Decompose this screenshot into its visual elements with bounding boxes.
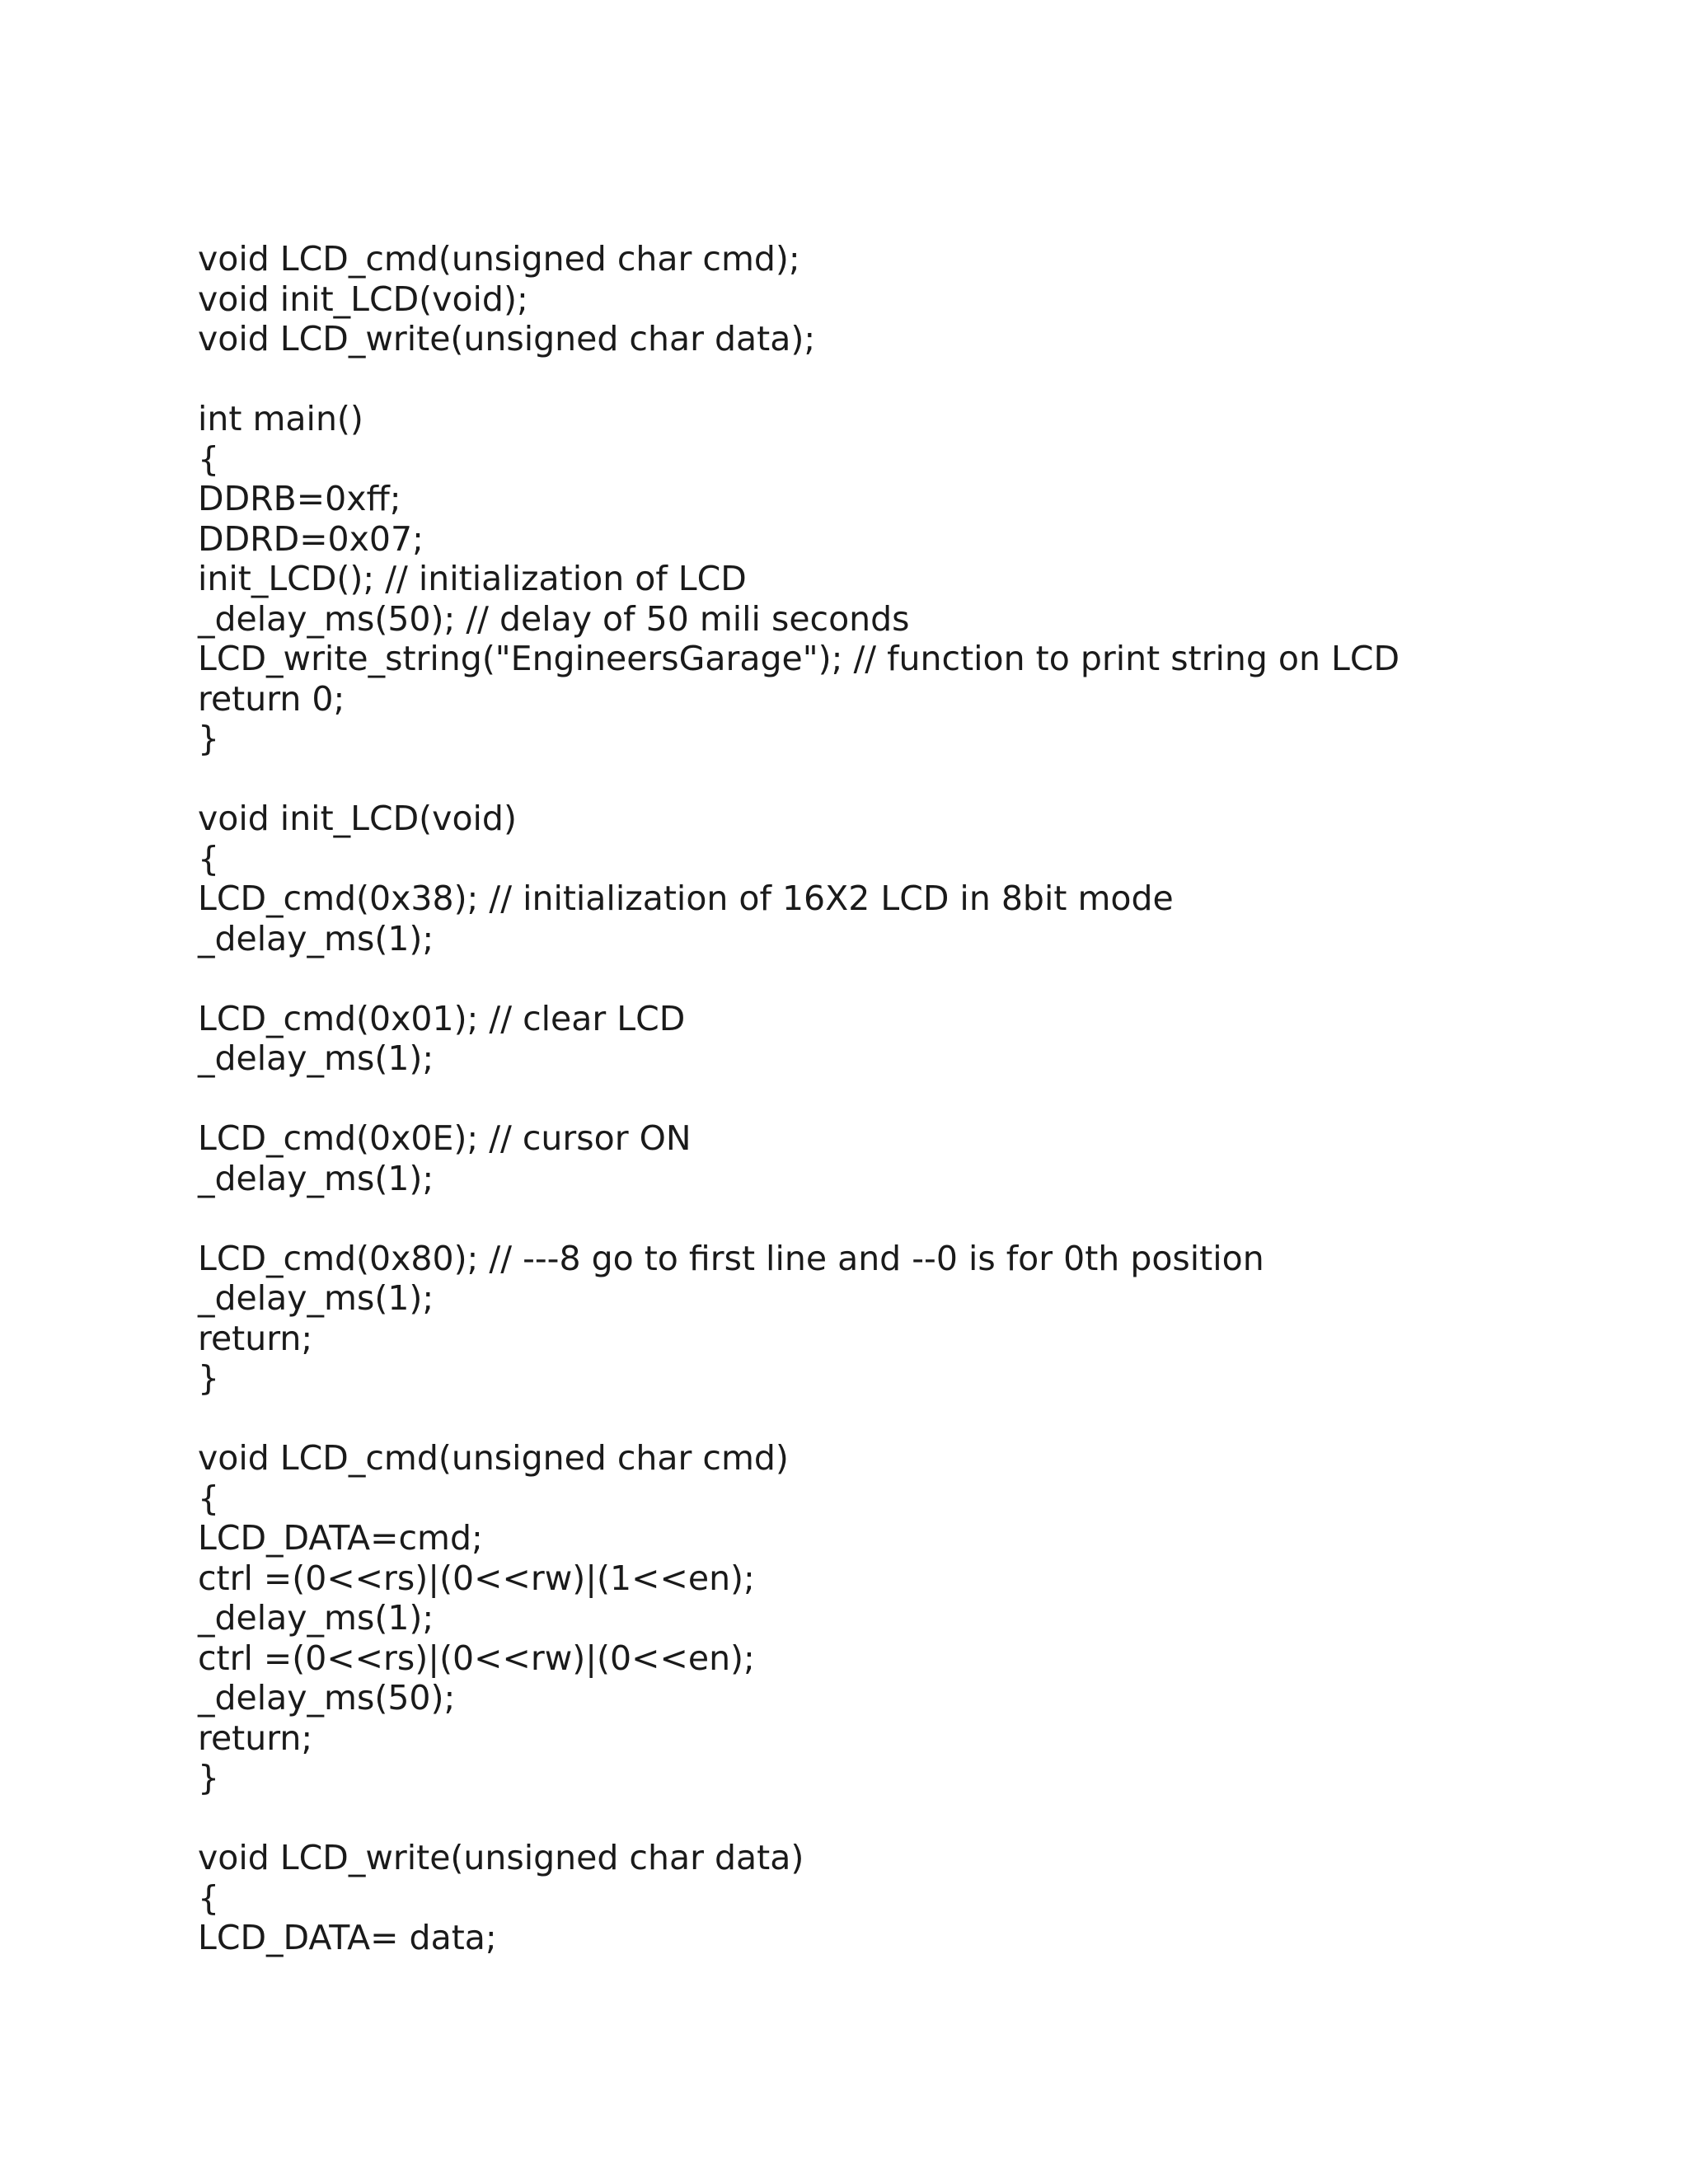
code-line: return; (198, 1718, 313, 1758)
blank-line (198, 759, 1599, 799)
code-line: void LCD_cmd(unsigned char cmd) (198, 1438, 789, 1478)
code-line: LCD_cmd(0x80); // ---8 go to first line and --0 is for 0th position (198, 1238, 1264, 1278)
code-line: LCD_DATA=cmd; (198, 1518, 483, 1558)
code-listing (198, 239, 1599, 1958)
code-line: _delay_ms(1); (198, 1158, 434, 1198)
code-line: { (198, 838, 220, 879)
code-line: } (198, 719, 220, 758)
code-line: _delay_ms(1); (198, 1038, 434, 1078)
code-line: LCD_cmd(0x38); // initialization of 16X2 LCD in 8bit mode (198, 879, 1174, 918)
code-line: } (198, 1358, 220, 1398)
blank-line (198, 1798, 1599, 1839)
code-line: } (198, 1758, 220, 1797)
code-line: ctrl =(0<<rs)|(0<<rw)|(0<<en); (198, 1638, 755, 1678)
blank-line (198, 958, 1599, 999)
code-line: _delay_ms(1); (198, 1598, 434, 1638)
code-line: void LCD_cmd(unsigned char cmd); (198, 239, 800, 279)
code-line: { (198, 438, 220, 479)
code-line: void LCD_write(unsigned char data); (198, 319, 816, 359)
blank-line (198, 1198, 1599, 1239)
code-line: LCD_write_string("EngineersGarage"); // function to print string on LCD (198, 639, 1400, 678)
code-line: _delay_ms(1); (198, 1278, 434, 1318)
code-line: DDRD=0x07; (198, 518, 424, 559)
code-line: return; (198, 1318, 313, 1358)
code-line: _delay_ms(50); // delay of 50 mili seconds (198, 598, 910, 639)
blank-line (198, 1079, 1599, 1119)
code-line: int main() (198, 399, 363, 438)
code-line: DDRB=0xff; (198, 479, 401, 518)
code-line: void init_LCD(void); (198, 279, 528, 319)
code-line: return 0; (198, 678, 345, 719)
code-line: LCD_DATA= data; (198, 1918, 497, 1957)
code-line: LCD_cmd(0x01); // clear LCD (198, 998, 686, 1038)
code-line: void LCD_write(unsigned char data) (198, 1838, 804, 1877)
code-line: LCD_cmd(0x0E); // cursor ON (198, 1118, 692, 1158)
code-line: _delay_ms(1); (198, 918, 434, 958)
code-line: init_LCD(); // initialization of LCD (198, 559, 747, 598)
code-line: { (198, 1877, 220, 1918)
blank-line (198, 1399, 1599, 1439)
code-line: ctrl =(0<<rs)|(0<<rw)|(1<<en); (198, 1558, 755, 1598)
code-line: void init_LCD(void) (198, 799, 517, 838)
code-line: _delay_ms(50); (198, 1678, 456, 1718)
code-line: { (198, 1478, 220, 1518)
blank-line (198, 359, 1599, 400)
